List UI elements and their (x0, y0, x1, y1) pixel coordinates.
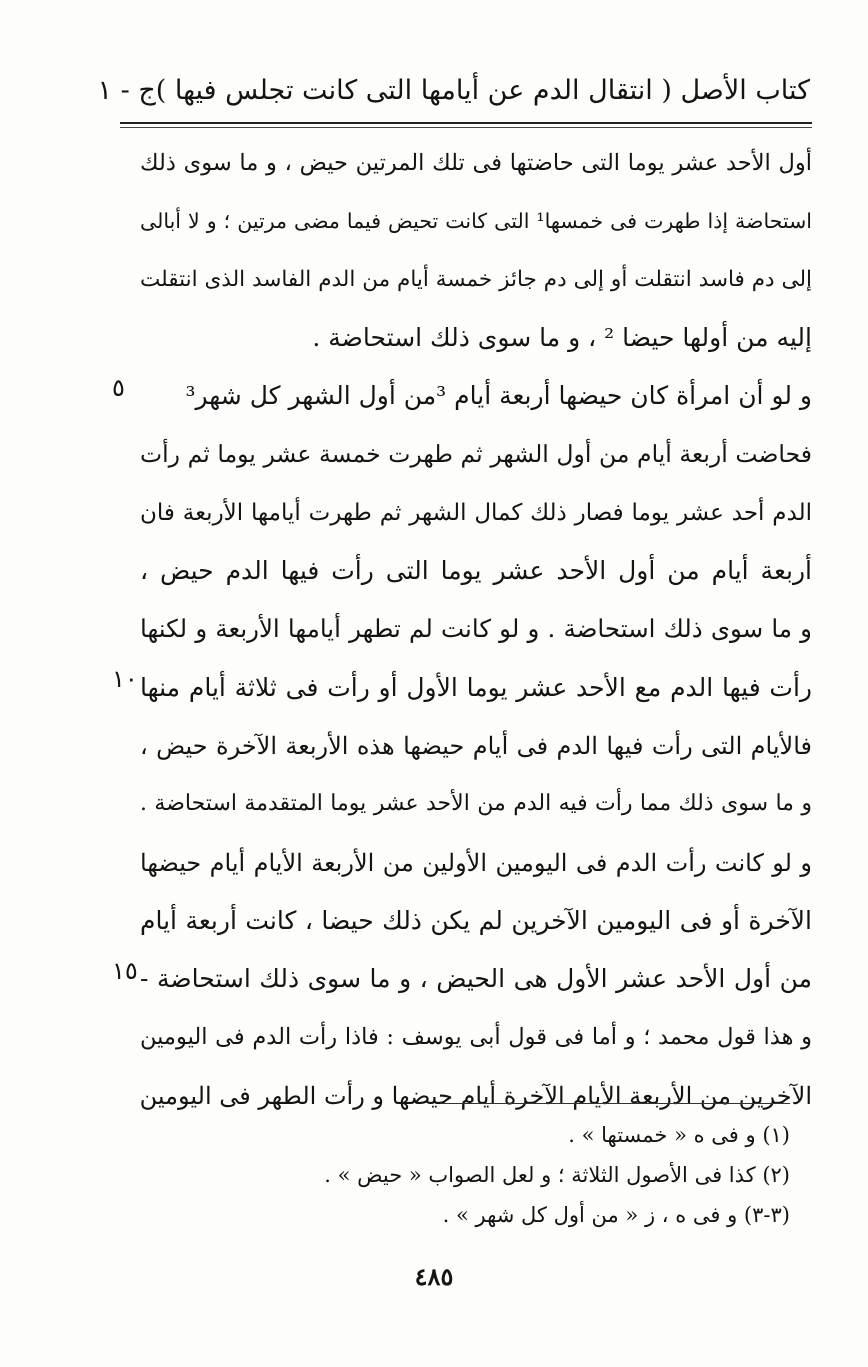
text-line: إلى دم فاسد انتقلت أو إلى دم جائز خمسة أيام من الدم الفاسد الذى انتقلت (140, 266, 812, 292)
text-line: الآخرة أو فى اليومين الآخرين لم يكن ذلك حيضا ، كانت أربعة أيام (140, 905, 812, 935)
footnotes (270, 1115, 790, 1235)
text-line: رأت فيها الدم مع الأحد عشر يوما الأول أو رأت فى ثلاثة أيام منها (140, 672, 812, 702)
footnote: (٢) كذا فى الأصول الثلاثة ؛ و لعل الصواب « حيض » . (324, 1163, 790, 1187)
text-line: و لو أن امرأة كان حيضها أربعة أيام ³من أول الشهر كل شهر³ (185, 381, 812, 411)
text-line: و لو كانت رأت الدم فى اليومين الأولين من الأربعة الأيام أيام حيضها (140, 848, 812, 877)
running-header (97, 60, 810, 120)
text-line: و ما سوى ذلك استحاضة . و لو كانت لم تطهر أيامها الأربعة و لكنها (140, 614, 812, 644)
header-volume: ج - ١ (97, 74, 156, 106)
line-number-15: ١٥ (112, 957, 138, 985)
text-line: فالأيام التى رأت فيها الدم فى أيام حيضها هذه الأربعة الآخرة حيض ، (140, 731, 812, 760)
text-line: فحاضت أربعة أيام من أول الشهر ثم طهرت خمسة عشر يوما ثم رأت (140, 440, 812, 469)
line-number-5: ٥ (112, 374, 125, 402)
text-line: استحاضة إذا طهرت فى خمسها¹ التى كانت تحيض فيما مضى مرتين ؛ و لا أبالى (140, 209, 812, 234)
header-title: كتاب الأصل ( انتقال الدم عن أيامها التى كانت تجلس فيها ) (155, 74, 810, 106)
footnote: (١) و فى ه « خمستها » . (568, 1123, 790, 1147)
footnote-rule (440, 1103, 790, 1104)
text-line: إليه من أولها حيضا ² ، و ما سوى ذلك استحاضة . (312, 322, 812, 352)
page-number: ٤٨٥ (414, 1262, 454, 1291)
header-rule (120, 122, 812, 124)
footnote: (٣-٣) و فى ه ، ز « من أول كل شهر » . (442, 1203, 790, 1227)
text-line: أول الأحد عشر يوما التى حاضتها فى تلك المرتين حيض ، و ما سوى ذلك (140, 150, 812, 176)
header-rule-thin (120, 127, 812, 128)
text-line: و هذا قول محمد ؛ و أما فى قول أبى يوسف : فاذا رأت الدم فى اليومين (140, 1024, 812, 1051)
text-line: الآخرين من الأربعة الأيام الآخرة أيام حيضها و رأت الطهر فى اليومين (140, 1081, 812, 1110)
text-line: و ما سوى ذلك مما رأت فيه الدم من الأحد عشر يوما المتقدمة استحاضة . (140, 791, 812, 817)
line-number-10: ١٠ (112, 665, 138, 693)
text-line: أربعة أيام من أول الأحد عشر يوما التى رأت فيها الدم حيض ، (140, 556, 812, 586)
main-text (140, 134, 812, 1125)
text-line: الدم أحد عشر يوما فصار ذلك كمال الشهر ثم طهرت أيامها الأربعة فان (140, 499, 812, 526)
text-line: من أول الأحد عشر الأول هى الحيض ، و ما سوى ذلك استحاضة - (140, 964, 812, 994)
